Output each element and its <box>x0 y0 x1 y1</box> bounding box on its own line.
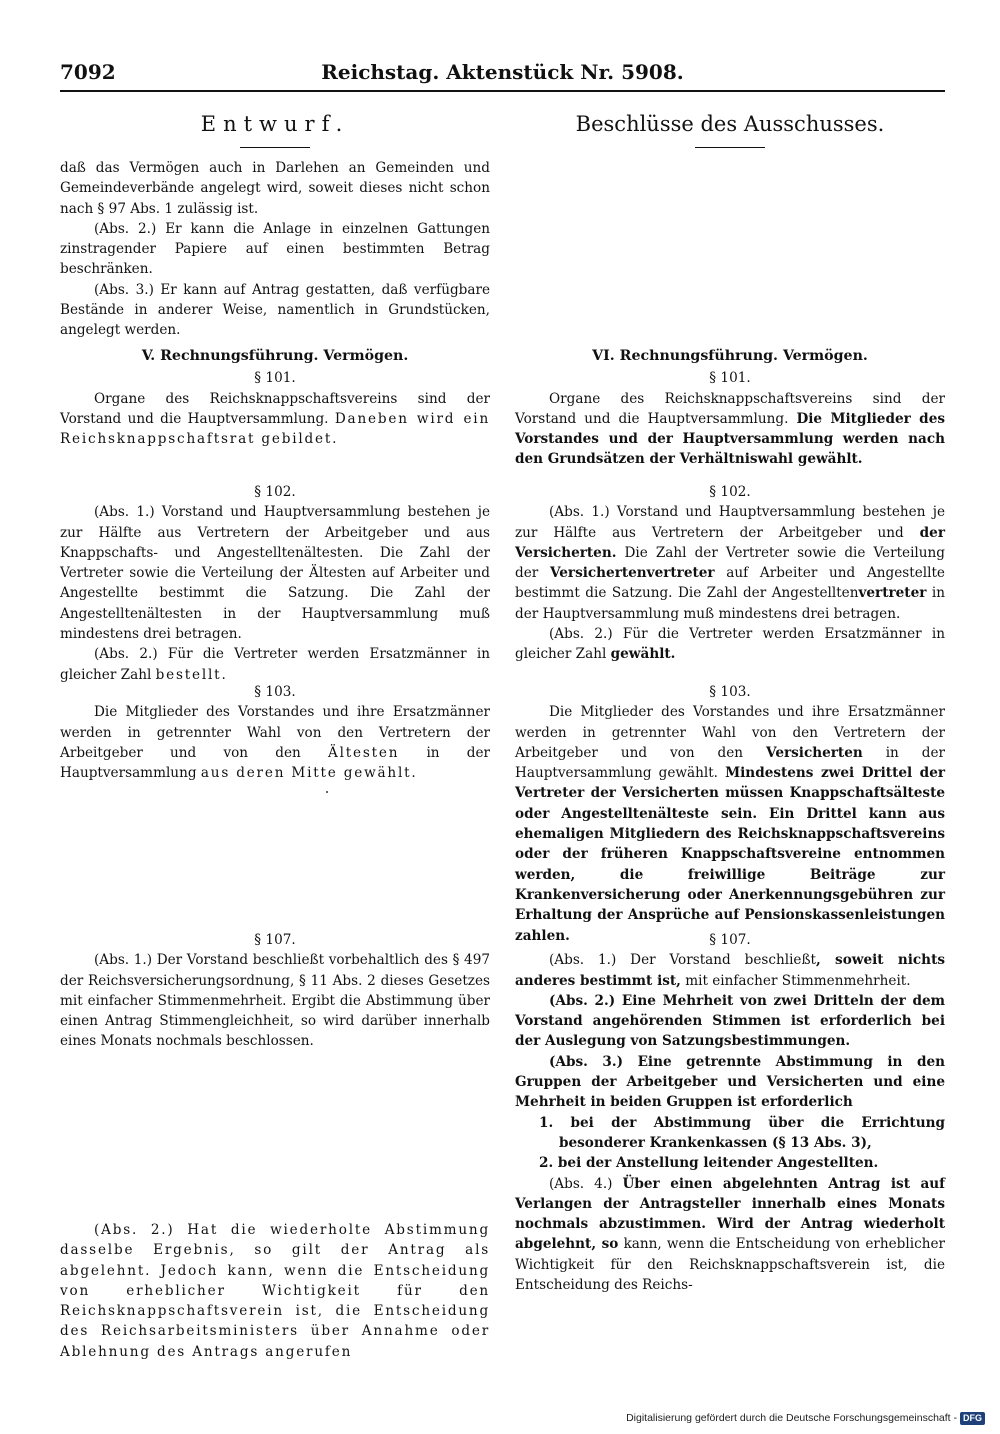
page-header <box>60 56 945 86</box>
paragraph: kann, wenn die Entscheidung von erheblicher Wichtigkeit für den Reichsknappschaftsverein ist, die Entscheidung des Reichs- <box>515 1236 945 1294</box>
paragraph: mit einfacher Stimmenmehrheit. <box>685 972 911 989</box>
paragraph: in der Hauptversammlung <box>60 744 490 782</box>
paragraph: in der Hauptversammlung gewählt. <box>515 744 945 782</box>
left-block-s103 <box>60 682 490 783</box>
spaced-text: Daneben wird ein Reichsknappschaftsrat gebildet. <box>60 410 490 448</box>
left-block-intro <box>60 158 490 341</box>
print-speck <box>326 791 328 793</box>
left-block-s101 <box>60 346 490 449</box>
paragraph-number: § 103. <box>254 684 296 700</box>
paragraph-number: § 102. <box>254 484 296 500</box>
paragraph: (Abs. 1.) Der Vorstand beschließt <box>549 952 817 969</box>
paragraph: (Abs. 4.) <box>549 1175 613 1192</box>
right-column-heading: Beschlüsse des Ausschusses. <box>575 112 885 136</box>
right-block-s102 <box>515 482 945 665</box>
bold-text: der Versicherten. <box>515 524 945 561</box>
spaced-text: aus deren Mitte gewählt. <box>200 765 418 782</box>
left-column-heading: Entwurf. <box>200 112 350 136</box>
paragraph-number: § 101. <box>254 370 296 387</box>
right-block-s103 <box>515 682 945 946</box>
footer-text: Digitalisierung gefördert durch die Deutsche Forschungsgemeinschaft - <box>626 1412 957 1424</box>
paragraph: Die Mitglieder des Vorstandes und ihre Ersatzmänner werden in getrennter Wahl von den Vertretern der Arbeitgeber und von den <box>515 704 945 761</box>
left-block-s107-abs2 <box>60 1220 490 1362</box>
bold-text: vertreter <box>858 585 927 602</box>
bold-paragraph: (Abs. 2.) Eine Mehrheit von zwei Dritteln der dem Vorstand angehörenden Stimmen ist erforderlich bei der Auslegung von Satzungsbestimmungen. <box>515 992 945 1050</box>
spaced-text: bestellt. <box>155 666 228 683</box>
section-heading: VI. Rechnungsführung. Vermögen. <box>592 348 868 364</box>
paragraph: (Abs. 1.) Der Vorstand beschließt vorbehaltlich des § 497 der Reichsversicherungsordnung, § 11 Abs. 2 dieses Gesetzes mit einfacher Stimmenmehrheit. Ergibt die Abstimmung über einen Antrag Stimmengleichheit, so wird darüber innerhalb eines Monats nochmals beschlossen. <box>60 952 490 1050</box>
bold-text: Versichertenvertreter <box>549 565 715 582</box>
paragraph-number: § 102. <box>709 484 751 500</box>
header-rule <box>60 90 945 92</box>
section-heading: V. Rechnungsführung. Vermögen. <box>141 348 409 364</box>
paragraph-number: § 107. <box>709 932 751 948</box>
paragraph: (Abs. 1.) Vorstand und Hauptversammlung bestehen je zur Hälfte aus Vertretern der Arbeitgeber und <box>515 504 945 541</box>
spaced-text: Ältesten <box>327 744 400 761</box>
paragraph: (Abs. 2.) Für die Vertreter werden Ersatzmänner in gleicher Zahl <box>60 646 490 683</box>
page-title: Reichstag. Aktenstück Nr. 5908. <box>321 60 684 84</box>
paragraph: in der Hauptversammlung muß mindestens drei betragen. <box>515 585 945 622</box>
paragraph-number: § 103. <box>709 684 751 700</box>
left-block-s102 <box>60 482 490 685</box>
list-item: 1. bei der Abstimmung über die Errichtung besonderer Krankenkassen (§ 13 Abs. 3), <box>539 1114 945 1151</box>
bold-text: Versicherten <box>766 744 863 761</box>
list-item: 2. bei der Anstellung leitender Angestellten. <box>539 1155 879 1172</box>
bold-text: Mindestens zwei Drittel der Vertreter der Versicherten müssen Knappschaftsälteste oder Angestelltenälteste sein. Ein Drittel kann aus ehemaligen Mitgliedern des Reichsknappschaftsvereins oder der früheren Knappschaftsvereine entnommen werden, die freiwillige Beiträge zur Krankenversicherung oder Anerkennungsgebühren zur Erhaltung der Ansprüche auf Pensionskassenleistungen zahlen. <box>515 765 945 944</box>
paragraph: (Abs. 3.) Er kann auf Antrag gestatten, daß verfügbare Bestände in anderer Weise, namentlich in Grundstücken, angelegt werden. <box>60 281 490 339</box>
paragraph: (Abs. 2.) Hat die wiederholte Abstimmung dasselbe Ergebnis, so gilt der Antrag als abgelehnt. Jedoch kann, wenn die Entscheidung von erheblicher Wichtigkeit für den Reichsknappschaftsverein ist, die Entscheidung des Reichsarbeitsministers über Annahme oder Ablehnung des Antrags angerufen <box>60 1222 490 1360</box>
paragraph: Organe des Reichsknappschaftsvereins sind der Vorstand und die Hauptversammlung. <box>60 390 490 427</box>
paragraph: Die Zahl der Vertreter sowie die Verteilung der <box>515 544 945 582</box>
paragraph: daß das Vermögen auch in Darlehen an Gemeinden und Gemeindeverbände angelegt wird, soweit dieses nicht schon nach § 97 Abs. 1 zulässig ist. <box>60 160 490 217</box>
paragraph: (Abs. 2.) Für die Vertreter werden Ersatzmänner in gleicher Zahl <box>515 626 945 663</box>
paragraph: (Abs. 2.) Er kann die Anlage in einzelnen Gattungen zinstragender Papiere auf einen bestimmten Betrag beschränken. <box>60 220 490 278</box>
right-block-s101 <box>515 346 945 470</box>
paragraph: auf Arbeiter und Angestellte bestimmt die Satzung. Die Zahl der Angestellten <box>515 565 945 602</box>
paragraph-number: § 101. <box>709 370 751 387</box>
page-number: 7092 <box>60 60 116 84</box>
left-heading-rule <box>240 147 310 148</box>
left-block-s107 <box>60 930 490 1052</box>
bold-paragraph: (Abs. 3.) Eine getrennte Abstimmung in den Gruppen der Arbeitgeber und Versicherten und eine Mehrheit in beiden Gruppen ist erforderlich <box>515 1053 945 1111</box>
paragraph-number: § 107. <box>254 932 296 948</box>
paragraph: Organe des Reichsknappschaftsvereins sind der Vorstand und die Hauptversammlung. <box>515 390 945 427</box>
bold-text: Die Mitglieder des Vorstandes und der Hauptversammlung werden nach den Grundsätzen der Verhältniswahl gewählt. <box>515 410 945 468</box>
paragraph: Die Mitglieder des Vorstandes und ihre Ersatzmänner werden in getrennter Wahl von den Vertretern der Arbeitgeber und von den <box>60 704 490 761</box>
bold-text: Über einen abgelehnten Antrag ist auf Verlangen der Antragsteller innerhalb eines Monats nochmals abzustimmen. Wird der Antrag wiederholt abgelehnt, so <box>515 1175 946 1253</box>
bold-text: gewählt. <box>610 646 676 663</box>
bold-text: , soweit nichts anderes bestimmt ist, <box>515 952 945 989</box>
right-block-s107 <box>515 930 945 1295</box>
paragraph: (Abs. 1.) Vorstand und Hauptversammlung bestehen je zur Hälfte aus Vertretern der Arbeitgeber und aus Knappschafts- und Angestelltenältesten. Die Zahl der Vertreter sowie die Verteilung der Ältesten auf Arbeiter und Angestellte bestimmt die Satzung. Die Zahl der Angestelltenältesten in der Hauptversammlung muß mindestens drei betragen. <box>60 504 490 643</box>
dfg-logo: DFG <box>960 1412 985 1425</box>
digitization-footer <box>600 1410 985 1426</box>
right-heading-rule <box>695 147 765 148</box>
